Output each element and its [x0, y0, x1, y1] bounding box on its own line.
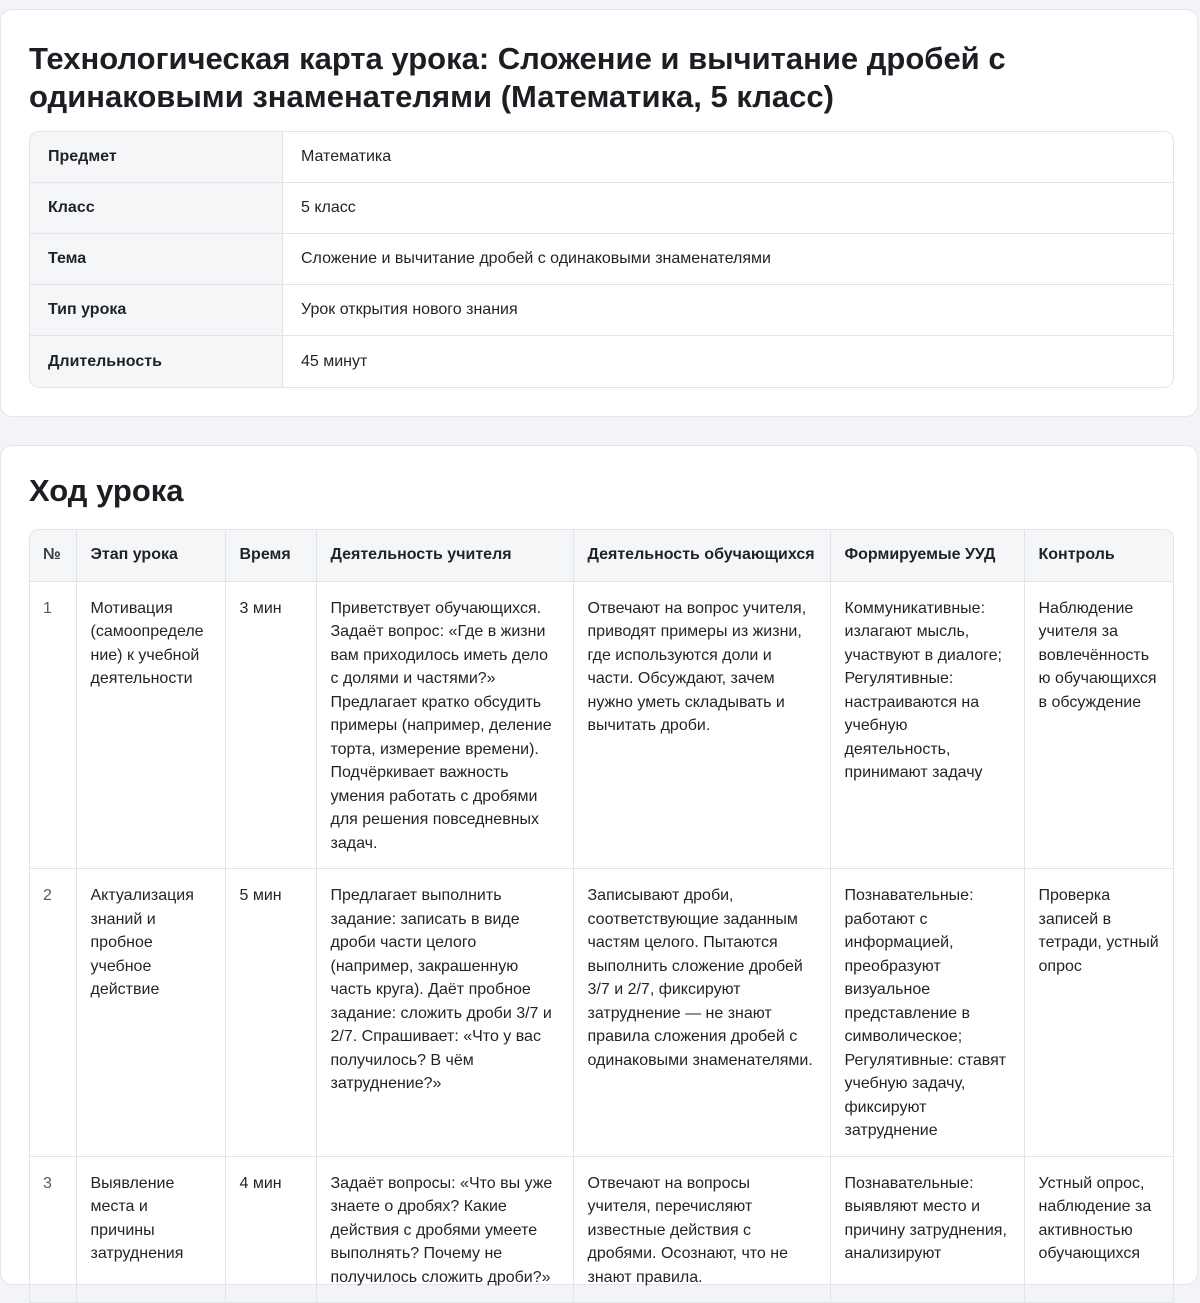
stage-cell: Актуализация знаний и пробное учебное действие: [76, 869, 225, 1157]
table-row: [30, 581, 1173, 869]
info-value: Математика: [301, 148, 392, 165]
control-cell: Проверка записей в тетради, устный опрос: [1024, 869, 1173, 1157]
info-key: Класс: [30, 183, 283, 233]
student-activity-cell: Записывают дроби, соответствующие заданным частям целого. Пытаются выполнить сложение дробей 3/7 и 2/7, фиксируют затруднение — не знают правила сложения дробей с одинаковыми знаменателями.: [573, 869, 830, 1157]
info-value: 45 минут: [301, 352, 368, 370]
column-header-uud: Формируемые УУД: [830, 530, 1024, 581]
teacher-activity-cell: Задаёт вопросы: «Что вы уже знаете о дробях? Какие действия с дробями умеете выполнять? Почему не получилось сложить дроби?»: [316, 1156, 573, 1303]
uud-cell: Коммуникативные: излагают мысль, участвуют в диалоге; Регулятивные: настраиваются на учебную деятельность, принимают задачу: [830, 581, 1024, 869]
row-number: 3: [30, 1156, 76, 1303]
teacher-activity-cell: Предлагает выполнить задание: записать в виде дроби части целого (например, закрашенную часть круга). Даёт пробное задание: сложить дроби 3/7 и 2/7. Спрашивает: «Что у вас получилось? В чём затруднение?»: [316, 869, 573, 1157]
column-header-teacher: Деятельность учителя: [316, 530, 573, 581]
control-cell: Наблюдение учителя за вовлечённостью обучающихся в обсуждение: [1024, 581, 1173, 869]
table-header-row: [30, 530, 1173, 581]
info-value: 5 класс: [301, 199, 356, 216]
column-header-students: Деятельность обучающихся: [573, 530, 830, 581]
lesson-flow-card: [0, 445, 1198, 1285]
column-header-stage: Этап урока: [76, 530, 225, 581]
uud-cell: Познавательные: работают с информацией, преобразуют визуальное представление в символическое; Регулятивные: ставят учебную задачу, фиксируют затруднение: [830, 869, 1024, 1157]
info-row-subject: [30, 132, 1173, 183]
info-key: Предмет: [30, 132, 283, 182]
time-cell: 5 мин: [225, 869, 316, 1157]
column-header-time: Время: [225, 530, 316, 581]
info-key: Тема: [30, 234, 283, 284]
lesson-info-table: [29, 131, 1174, 388]
page-title: Технологическая карта урока: Сложение и вычитание дробей с одинаковыми знаменателями (Математика, 5 класс): [29, 41, 1006, 114]
info-key: Тип урока: [30, 285, 283, 335]
student-activity-cell: Отвечают на вопросы учителя, перечисляют известные действия с дробями. Осознают, что не знают правила.: [573, 1156, 830, 1303]
time-cell: 4 мин: [225, 1156, 316, 1303]
control-cell: Устный опрос, наблюдение за активностью обучающихся: [1024, 1156, 1173, 1303]
student-activity-cell: Отвечают на вопрос учителя, приводят примеры из жизни, где используются доли и части. Обсуждают, зачем нужно уметь складывать и вычитать дроби.: [573, 581, 830, 869]
info-row-grade: [30, 183, 1173, 234]
column-header-control: Контроль: [1024, 530, 1173, 581]
info-key: Длительность: [30, 336, 283, 387]
info-row-lesson-type: [30, 285, 1173, 336]
stage-cell: Выявление места и причины затруднения: [76, 1156, 225, 1303]
lesson-overview-card: [0, 9, 1198, 417]
info-row-duration: [30, 336, 1173, 387]
stage-cell: Мотивация (самоопределение) к учебной деятельности: [76, 581, 225, 869]
time-cell: 3 мин: [225, 581, 316, 869]
row-number: 1: [30, 581, 76, 869]
info-value: Урок открытия нового знания: [301, 301, 518, 318]
teacher-activity-cell: Приветствует обучающихся. Задаёт вопрос: «Где в жизни вам приходилось иметь дело с долями и частями?» Предлагает кратко обсудить примеры (например, деление торта, измерение времени). Подчёркивает важность умения работать с дробями для решения повседневных задач.: [316, 581, 573, 869]
table-row: [30, 869, 1173, 1157]
section-title: Ход урока: [29, 473, 184, 508]
column-header-number: №: [30, 530, 76, 581]
lesson-flow-table: [29, 529, 1174, 1303]
uud-cell: Познавательные: выявляют место и причину затруднения, анализируют: [830, 1156, 1024, 1303]
row-number: 2: [30, 869, 76, 1157]
info-value: Сложение и вычитание дробей с одинаковыми знаменателями: [301, 250, 771, 267]
info-row-topic: [30, 234, 1173, 285]
table-row: [30, 1156, 1173, 1303]
